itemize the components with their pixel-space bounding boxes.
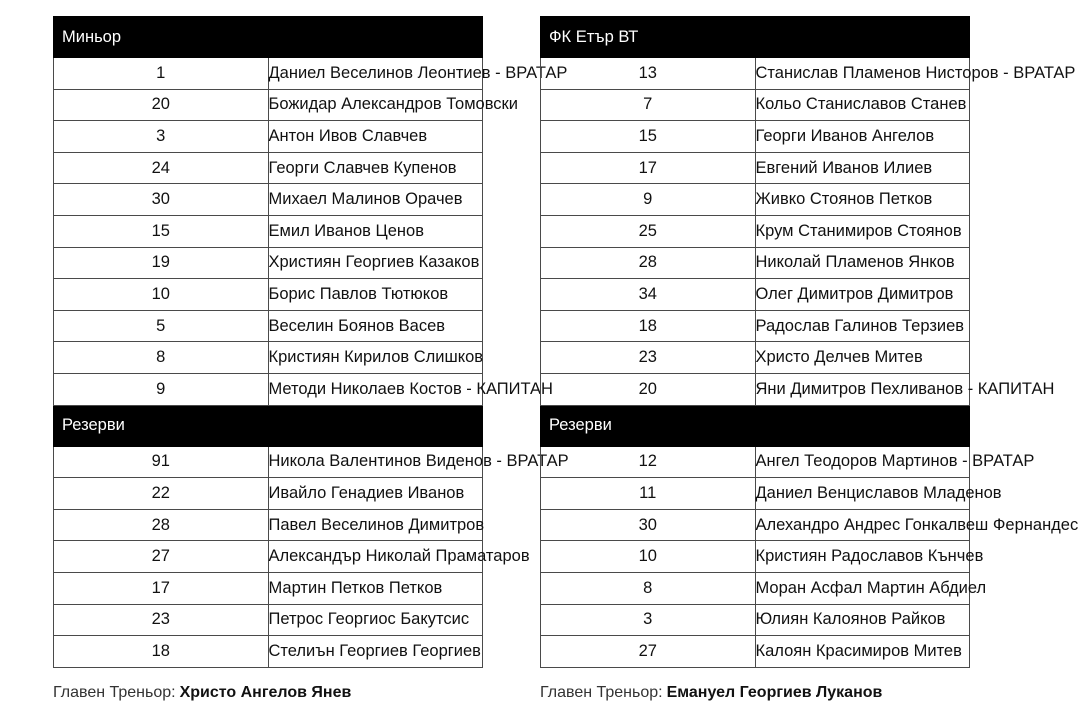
player-name: Кристиян Кирилов Слишков [268, 342, 483, 374]
coach-label: Главен Треньор: [540, 683, 663, 701]
reserves-label: Резерви [541, 405, 970, 446]
reserve-row [541, 572, 970, 604]
player-number: 23 [54, 604, 269, 636]
player-name: Веселин Боянов Васев [268, 310, 483, 342]
reserves-header [54, 405, 483, 446]
starter-row [54, 373, 483, 405]
reserve-row [54, 572, 483, 604]
player-name: Яни Димитров Пехливанов - КАПИТАН [755, 373, 970, 405]
player-number: 15 [54, 215, 269, 247]
player-number: 91 [54, 446, 269, 478]
player-name: Борис Павлов Тютюков [268, 279, 483, 311]
player-number: 34 [541, 279, 756, 311]
starter-row [541, 247, 970, 279]
reserve-row [54, 541, 483, 573]
reserve-row [541, 636, 970, 668]
player-name: Живко Стоянов Петков [755, 184, 970, 216]
player-number: 30 [54, 184, 269, 216]
player-name: Даниел Веселинов Леонтиев - ВРАТАР [268, 58, 483, 90]
reserve-row [541, 541, 970, 573]
starter-row [54, 58, 483, 90]
team-name: ФК Етър ВТ [541, 17, 970, 58]
starter-row [54, 152, 483, 184]
player-name: Алехандро Андрес Гонкалвеш Фернандес [755, 509, 970, 541]
player-name: Станислав Пламенов Нисторов - ВРАТАР [755, 58, 970, 90]
player-number: 5 [54, 310, 269, 342]
starter-row [54, 89, 483, 121]
player-number: 13 [541, 58, 756, 90]
player-number: 28 [541, 247, 756, 279]
player-name: Калоян Красимиров Митев [755, 636, 970, 668]
reserve-row [54, 478, 483, 510]
reserve-row [541, 478, 970, 510]
reserves-label: Резерви [54, 405, 483, 446]
player-number: 18 [541, 310, 756, 342]
player-name: Павел Веселинов Димитров [268, 509, 483, 541]
player-name: Божидар Александров Томовски [268, 89, 483, 121]
player-number: 10 [54, 279, 269, 311]
player-name: Георги Иванов Ангелов [755, 121, 970, 153]
player-number: 22 [54, 478, 269, 510]
starter-row [54, 247, 483, 279]
reserve-row [541, 509, 970, 541]
player-number: 7 [541, 89, 756, 121]
starter-row [541, 89, 970, 121]
player-name: Радослав Галинов Терзиев [755, 310, 970, 342]
player-name: Емил Иванов Ценов [268, 215, 483, 247]
reserve-row [54, 604, 483, 636]
player-name: Християн Георгиев Казаков [268, 247, 483, 279]
player-name: Христо Делчев Митев [755, 342, 970, 374]
player-number: 3 [54, 121, 269, 153]
player-number: 23 [541, 342, 756, 374]
reserve-row [541, 446, 970, 478]
player-number: 8 [541, 572, 756, 604]
player-number: 15 [541, 121, 756, 153]
team-name: Миньор [54, 17, 483, 58]
reserve-row [541, 604, 970, 636]
starter-row [541, 279, 970, 311]
coach-label: Главен Треньор: [53, 683, 176, 701]
player-number: 20 [54, 89, 269, 121]
starter-row [541, 121, 970, 153]
head-coach [540, 684, 970, 702]
player-number: 17 [541, 152, 756, 184]
starter-row [54, 310, 483, 342]
player-number: 11 [541, 478, 756, 510]
head-coach [53, 684, 483, 702]
starter-row [541, 310, 970, 342]
player-name: Крум Станимиров Стоянов [755, 215, 970, 247]
player-name: Никола Валентинов Виденов - ВРАТАР [268, 446, 483, 478]
roster-table [53, 16, 569, 668]
player-number: 27 [54, 541, 269, 573]
player-name: Юлиян Калоянов Райков [755, 604, 970, 636]
player-number: 27 [541, 636, 756, 668]
player-name: Евгений Иванов Илиев [755, 152, 970, 184]
reserves-header [541, 405, 970, 446]
player-number: 24 [54, 152, 269, 184]
player-name: Олег Димитров Димитров [755, 279, 970, 311]
player-name: Мартин Петков Петков [268, 572, 483, 604]
player-number: 18 [54, 636, 269, 668]
starter-row [54, 121, 483, 153]
player-name: Ивайло Генадиев Иванов [268, 478, 483, 510]
player-number: 25 [541, 215, 756, 247]
team-right [540, 16, 1078, 702]
reserve-row [54, 636, 483, 668]
reserve-row [54, 509, 483, 541]
player-name: Методи Николаев Костов - КАПИТАН [268, 373, 483, 405]
player-name: Стелиън Георгиев Георгиев [268, 636, 483, 668]
starter-row [541, 342, 970, 374]
player-name: Георги Славчев Купенов [268, 152, 483, 184]
player-name: Моран Асфал Мартин Абдиел [755, 572, 970, 604]
coach-name: Емануел Георгиев Луканов [666, 683, 883, 701]
roster-table [540, 16, 1078, 668]
starter-row [541, 373, 970, 405]
player-name: Михаел Малинов Орачев [268, 184, 483, 216]
starter-row [541, 215, 970, 247]
starter-row [541, 184, 970, 216]
player-number: 10 [541, 541, 756, 573]
player-number: 3 [541, 604, 756, 636]
player-number: 8 [54, 342, 269, 374]
player-number: 12 [541, 446, 756, 478]
player-name: Кристиян Радославов Кънчев [755, 541, 970, 573]
player-name: Ангел Теодоров Мартинов - ВРАТАР [755, 446, 970, 478]
coach-name: Христо Ангелов Янев [179, 683, 352, 701]
starter-row [54, 215, 483, 247]
player-name: Александър Николай Праматаров [268, 541, 483, 573]
starter-row [54, 184, 483, 216]
reserve-row [54, 446, 483, 478]
player-number: 1 [54, 58, 269, 90]
player-number: 20 [541, 373, 756, 405]
starter-row [541, 58, 970, 90]
player-number: 30 [541, 509, 756, 541]
team-header [54, 17, 483, 58]
starter-row [541, 152, 970, 184]
team-left [53, 16, 569, 702]
player-name: Петрос Георгиос Бакутсис [268, 604, 483, 636]
team-header [541, 17, 970, 58]
player-number: 9 [541, 184, 756, 216]
player-number: 28 [54, 509, 269, 541]
player-number: 17 [54, 572, 269, 604]
player-number: 9 [54, 373, 269, 405]
player-name: Николай Пламенов Янков [755, 247, 970, 279]
player-number: 19 [54, 247, 269, 279]
starter-row [54, 342, 483, 374]
player-name: Даниел Венциславов Младенов [755, 478, 970, 510]
starter-row [54, 279, 483, 311]
player-name: Кольо Станиславов Станев [755, 89, 970, 121]
player-name: Антон Ивов Славчев [268, 121, 483, 153]
